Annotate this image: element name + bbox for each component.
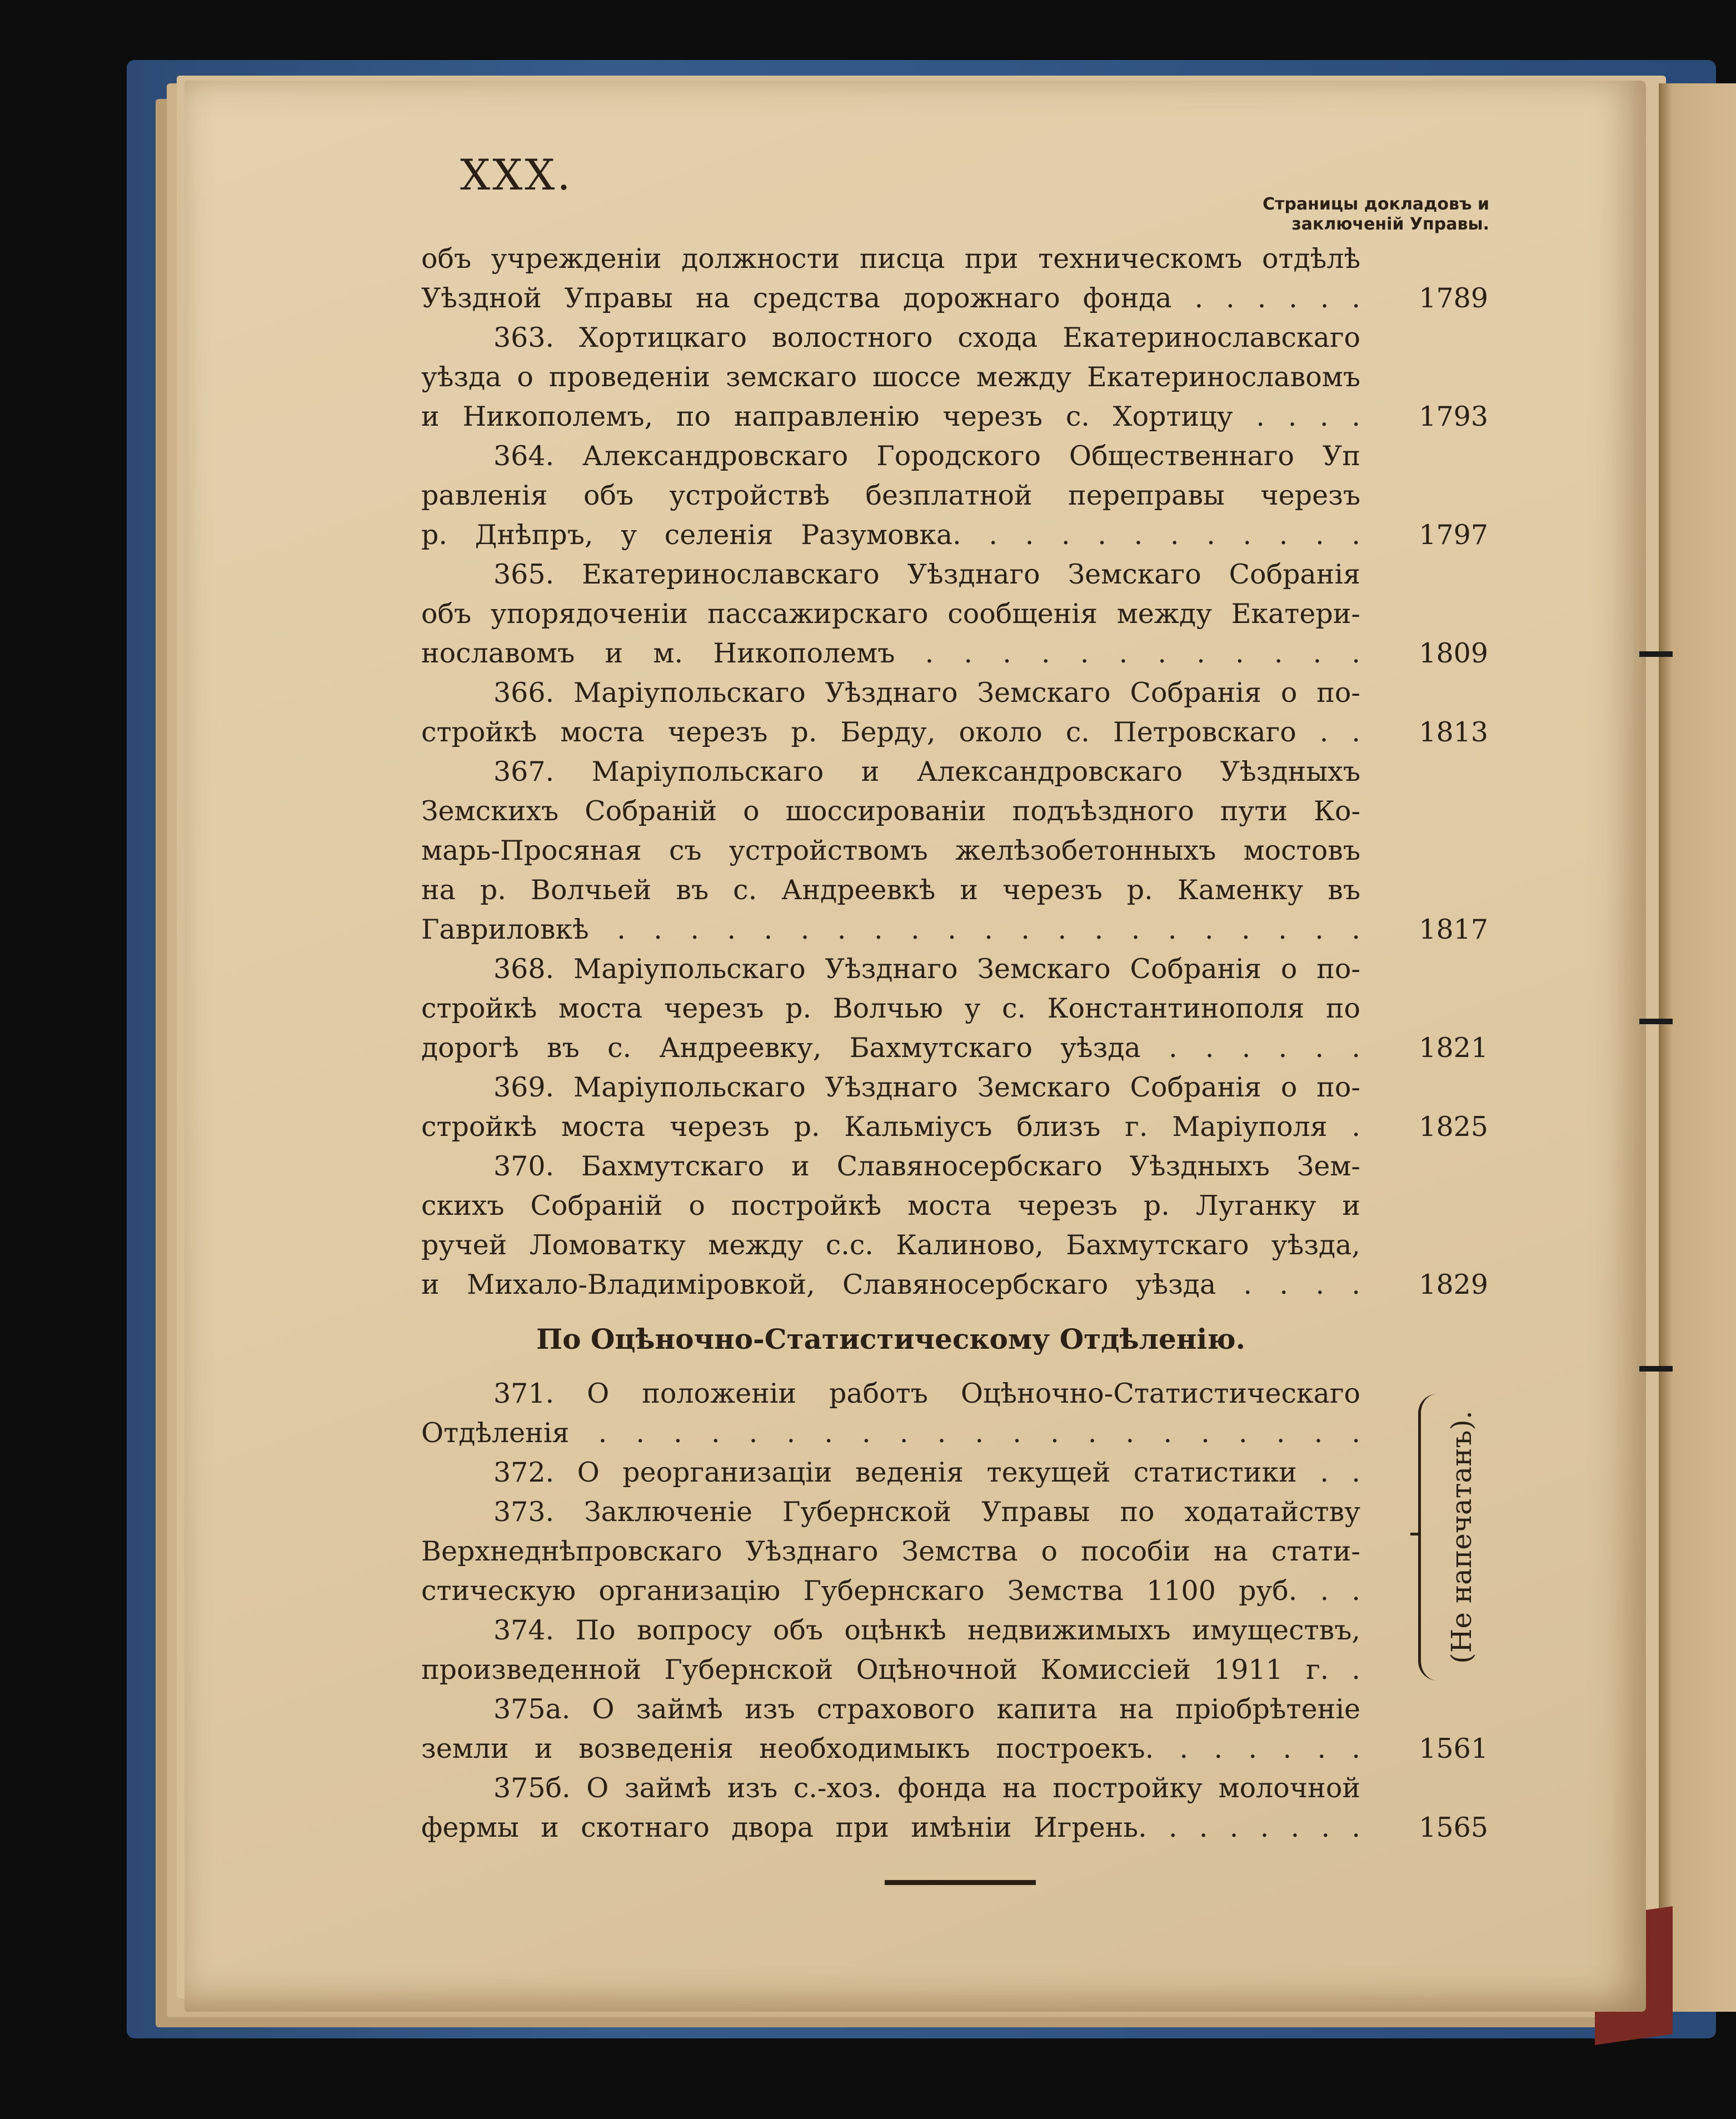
toc-line xyxy=(421,278,1488,318)
toc-line-text: ручей Ломоватку между с.с. Калиново, Бахмутскаго уѣзда, xyxy=(421,1229,1360,1261)
toc-line xyxy=(421,594,1488,634)
toc-line xyxy=(421,1374,1488,1413)
toc-page-number: 1825 xyxy=(1419,1111,1488,1143)
toc-line-text: Земскихъ Собранiй о шоссированiи подъѣздного пути Ко- xyxy=(421,795,1360,827)
toc-line xyxy=(421,436,1488,476)
toc-line xyxy=(421,1768,1488,1808)
toc-line-text: марь-Просяная съ устройствомъ желѣзобетонныхъ мостовъ xyxy=(421,835,1360,866)
toc-line-text: и Никополемъ, по направленiю черезъ с. Хортицу . . . . xyxy=(421,401,1360,432)
toc-line-text: Верхнеднѣпровскаго Уѣзднаго Земства о пособiи на стати- xyxy=(421,1535,1360,1567)
toc-line-text: 369. Марiупольскаго Уѣзднаго Земскаго Собранiя о по- xyxy=(493,1071,1360,1103)
toc-line xyxy=(421,397,1488,436)
column-header xyxy=(1189,195,1489,235)
toc-line xyxy=(421,1107,1488,1146)
toc-line xyxy=(421,1453,1488,1492)
toc-line-text: уѣзда о проведенiи земскаго шоссе между Екатеринославомъ xyxy=(421,361,1360,393)
toc-line-text: фермы и скотнаго двора при имѣнiи Игрень. . . . . . . . xyxy=(421,1812,1360,1843)
toc-line xyxy=(421,357,1488,397)
toc-line xyxy=(421,1729,1488,1768)
toc-line-text: нославомъ и м. Никополемъ . . . . . . . . . . . . xyxy=(421,637,1360,669)
toc-line-text: земли и возведенiя необходимыкъ построекъ. . . . . . . xyxy=(421,1733,1360,1764)
toc-line-text: 373. Заключенiе Губернской Управы по ходатайству xyxy=(493,1496,1360,1528)
toc-line xyxy=(421,1808,1488,1847)
page-number: XXX. xyxy=(460,150,573,200)
toc-line xyxy=(421,791,1488,831)
toc-line-text: стройкѣ моста черезъ р. Волчью у с. Константинополя по xyxy=(421,993,1360,1024)
toc-line xyxy=(421,555,1488,594)
column-header-line: Страницы докладовъ и xyxy=(1263,195,1489,214)
toc-line-text: Отдѣленiя . . . . . . . . . . . . . . . . . . . . . xyxy=(421,1417,1360,1449)
toc-line xyxy=(421,1492,1488,1532)
toc-line-text: р. Днѣпръ, у селенiя Разумовка. . . . . . . . . . . . xyxy=(421,519,1360,551)
toc-line xyxy=(421,1225,1488,1265)
toc-page-number: 1829 xyxy=(1419,1269,1488,1300)
toc-line xyxy=(421,1265,1488,1304)
toc-line xyxy=(421,1689,1488,1729)
toc-page-number: 1797 xyxy=(1419,519,1488,551)
end-rule xyxy=(885,1880,1036,1885)
toc-line-text: скихъ Собранiй о постройкѣ моста черезъ р. Луганку и xyxy=(421,1190,1360,1221)
toc-line xyxy=(421,752,1488,791)
toc-line-text: на р. Волчьей въ с. Андреевкѣ и черезъ р. Каменку въ xyxy=(421,874,1360,906)
toc-line-text: 371. О положенiи работъ Оцѣночно-Статистическаго xyxy=(493,1378,1360,1409)
toc-line-text: стройкѣ моста черезъ р. Берду, около с. Петровскаго . . xyxy=(421,716,1360,748)
toc-section-statistics xyxy=(421,1374,1488,1847)
toc-line-text: дорогѣ въ с. Андреевку, Бахмутскаго уѣзда . . . . . . xyxy=(421,1032,1360,1064)
toc-line-text: и Михало-Владимiровкой, Славяносербскаго уѣзда . . . . xyxy=(421,1269,1360,1300)
toc-page-number: 1561 xyxy=(1419,1733,1488,1764)
toc-line xyxy=(421,989,1488,1028)
toc-line xyxy=(421,239,1488,278)
toc-line-text: 365. Екатеринославскаго Уѣзднаго Земскаго Собранiя xyxy=(493,559,1360,590)
toc-line xyxy=(421,1571,1488,1611)
toc-line-text: 370. Бахмутскаго и Славяносербскаго Уѣздныхъ Зем- xyxy=(493,1150,1360,1182)
toc-line xyxy=(421,1028,1488,1068)
toc-line xyxy=(421,910,1488,949)
toc-page-number: 1565 xyxy=(1419,1812,1488,1843)
toc-line-text: объ учрежденiи должности писца при техническомъ отдѣлѣ xyxy=(421,243,1360,275)
toc-line xyxy=(421,870,1488,910)
toc-page-number: 1793 xyxy=(1419,401,1488,432)
toc-page-number: 1789 xyxy=(1419,282,1488,314)
toc-line xyxy=(421,1532,1488,1571)
toc-line xyxy=(421,1186,1488,1225)
section-heading: По Оцѣночно-Статистическому Отдѣленiю. xyxy=(536,1323,1246,1355)
toc-line xyxy=(421,1146,1488,1186)
toc-line xyxy=(421,673,1488,712)
toc-line-text: стройкѣ моста черезъ р. Кальмiусъ близъ г. Марiуполя . xyxy=(421,1111,1360,1143)
toc-line xyxy=(421,949,1488,989)
toc-line xyxy=(421,1650,1488,1689)
curly-brace-tip xyxy=(1410,1533,1420,1535)
toc-line-text: 375б. О займѣ изъ с.-хоз. фонда на постройку молочной xyxy=(493,1772,1360,1804)
toc-line-text: 374. По вопросу объ оцѣнкѣ недвижимыхъ имуществъ, xyxy=(493,1614,1360,1646)
toc-line-text: 368. Марiупольскаго Уѣзднаго Земскаго Собранiя о по- xyxy=(493,953,1360,985)
toc-line-text: 364. Александровскаго Городского Общественнаго Уп xyxy=(493,440,1360,472)
toc-line xyxy=(421,476,1488,515)
curly-brace xyxy=(1418,1394,1438,1681)
toc-line-text: произведенной Губернской Оцѣночной Комиссiей 1911 г. . xyxy=(421,1654,1360,1686)
toc-line-text: объ упорядоченiи пассажирскаго сообщенiя между Екатери- xyxy=(421,598,1360,630)
toc-line-text: 375а. О займѣ изъ страхового капита на прiобрѣтенiе xyxy=(493,1693,1360,1725)
toc-line-text: Уѣздной Управы на средства дорожнаго фонда . . . . . . xyxy=(421,282,1360,314)
toc-line xyxy=(421,318,1488,357)
table-of-contents xyxy=(421,239,1488,1847)
toc-line xyxy=(421,515,1488,555)
toc-section-roads xyxy=(421,239,1488,1304)
toc-page-number: 1813 xyxy=(1419,716,1488,748)
toc-line xyxy=(421,712,1488,752)
toc-line-text: 372. О реорганизацiи веденiя текущей статистики . . xyxy=(493,1457,1360,1488)
toc-line-text: стическую организацiю Губернскаго Земства 1100 руб. . . xyxy=(421,1575,1360,1607)
toc-line xyxy=(421,634,1488,673)
toc-line-text: 363. Хортицкаго волостного схода Екатеринославскаго xyxy=(493,322,1360,353)
toc-page-number: 1817 xyxy=(1419,914,1488,945)
not-printed-note: (Не напечатанъ). xyxy=(1445,1410,1478,1664)
toc-page-number: 1809 xyxy=(1419,637,1488,669)
toc-page-number: 1821 xyxy=(1419,1032,1488,1064)
toc-line xyxy=(421,831,1488,870)
toc-line xyxy=(421,1068,1488,1107)
toc-line-text: 366. Марiупольскаго Уѣзднаго Земскаго Собранiя о по- xyxy=(493,677,1360,709)
column-header-line: заключенiй Управы. xyxy=(1291,215,1489,234)
toc-line xyxy=(421,1413,1488,1453)
toc-line-text: Гавриловкѣ . . . . . . . . . . . . . . . . . . . . . xyxy=(421,914,1360,945)
toc-line-text: равленiя объ устройствѣ безплатной переправы черезъ xyxy=(421,480,1360,511)
toc-line xyxy=(421,1611,1488,1650)
toc-line-text: 367. Марiупольскаго и Александровскаго Уѣздныхъ xyxy=(493,756,1360,787)
